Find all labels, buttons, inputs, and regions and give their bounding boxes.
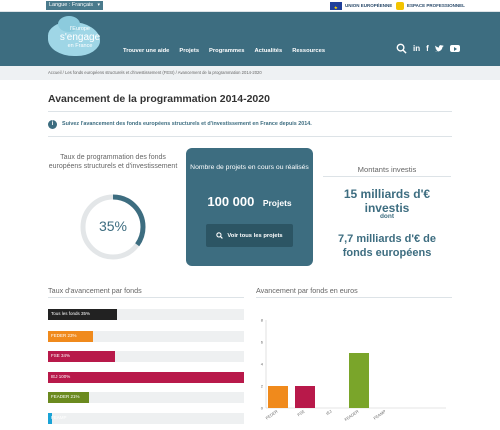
fund-progress-row [48, 351, 244, 362]
info-icon: i [48, 120, 57, 129]
projects-card-title: Nombre de projets en cours ou réalisés [190, 164, 309, 171]
projects-count-unit: Projets [262, 198, 292, 208]
nav-ressources[interactable]: Ressources [292, 48, 326, 54]
breadcrumb[interactable]: Accueil / Les fonds européens structurels et d'investissement (FESI) / Avancement de la programmation 2014-2020 [0, 66, 500, 80]
nav-programmes[interactable]: Programmes [209, 48, 245, 54]
fund-progress-label: FEAMP [51, 415, 67, 420]
fund-progress-label: FEADER 21% [51, 394, 80, 399]
x-tick-label: FSE [296, 408, 306, 418]
programmation-label: Taux de programmation des fonds européens structurels et d'investissement [48, 154, 178, 170]
search-icon[interactable] [396, 43, 407, 54]
espace-pro-icon [396, 2, 404, 10]
twitter-icon[interactable] [435, 45, 444, 53]
language-label: Langue : Français [49, 2, 94, 8]
divider [48, 297, 244, 298]
y-tick-label: 6 [260, 339, 263, 345]
y-tick-label: 4 [260, 361, 263, 367]
fund-progress-label: Tous les fonds 35% [51, 311, 91, 316]
language-select[interactable] [46, 1, 103, 10]
divider [48, 111, 452, 112]
chart-bar [295, 386, 315, 408]
programmation-value: 35% [98, 218, 128, 234]
eu-flag-icon [330, 2, 342, 10]
search-icon [216, 232, 223, 239]
projects-card [186, 148, 313, 266]
x-tick-label: FEDER [264, 408, 279, 421]
top-bar [0, 0, 500, 12]
divider [48, 136, 452, 137]
fund-progress-label: IEJ 100% [51, 374, 71, 379]
montant-fonds-europeens: 7,7 milliards d'€ de fonds européens [338, 233, 436, 259]
montants-label: Montants investis [357, 165, 417, 174]
fund-progress-label: FSE 34% [51, 353, 71, 358]
montant-dont: dont [379, 213, 395, 220]
chart-bar [349, 353, 369, 408]
info-text: Suivez l'avancement des fonds européens structurels et d'investissement en France depuis 2014. [62, 121, 312, 127]
fund-progress-row [48, 331, 244, 342]
funds-bar-chart [256, 306, 452, 430]
youtube-icon[interactable] [450, 45, 460, 52]
chevron-down-icon: ▾ [97, 2, 101, 8]
nav-projets[interactable]: Projets [179, 48, 200, 54]
logo-line-3: en France [67, 43, 93, 49]
union-europeenne-label: UNION EUROPÉENNE [345, 3, 393, 8]
x-tick-label: IEJ [324, 408, 333, 417]
divider [323, 176, 451, 177]
x-tick-label: FEADER [343, 408, 360, 423]
y-tick-label: 2 [260, 383, 263, 389]
facebook-icon[interactable]: f [426, 43, 429, 53]
projects-count [186, 193, 313, 211]
fund-progress-row [48, 413, 244, 424]
fund-progress-fill [48, 372, 244, 383]
avancement-fonds-title: Taux d'avancement par fonds [48, 286, 142, 295]
header-icons [396, 43, 460, 54]
chart-bar [268, 386, 288, 408]
page-title: Avancement de la programmation 2014-2020 [48, 93, 270, 105]
view-all-projects-button[interactable] [206, 224, 293, 247]
logo-text [58, 26, 102, 50]
chart-title: Avancement par fonds en euros [256, 286, 358, 295]
nav-actualites[interactable]: Actualités [254, 48, 283, 54]
y-tick-label: 0 [260, 405, 263, 411]
y-tick-label: 8 [260, 317, 263, 323]
main-header [0, 12, 500, 66]
divider [256, 297, 452, 298]
view-all-projects-label: Voir tous les projets [227, 232, 283, 239]
linkedin-icon[interactable]: in [413, 43, 421, 53]
projects-count-value: 100 000 [207, 194, 255, 209]
union-europeenne-link[interactable] [330, 1, 392, 10]
main-nav [123, 48, 325, 54]
montant-total: 15 milliards d'€ investis [343, 187, 431, 215]
fund-progress-row [48, 309, 244, 320]
espace-pro-link[interactable] [396, 1, 465, 10]
fund-progress-row [48, 392, 244, 403]
logo-line-1: l'Europe [69, 26, 90, 32]
fund-progress-label: FEDER 23% [51, 333, 77, 338]
espace-pro-label: ESPACE PROFESSIONNEL [407, 3, 465, 8]
fund-progress-row [48, 372, 244, 383]
logo-line-2: s'engage [59, 32, 101, 43]
x-tick-label: FEAMP [372, 408, 387, 421]
site-logo[interactable] [44, 16, 104, 62]
nav-trouver-une-aide[interactable]: Trouver une aide [123, 48, 170, 54]
